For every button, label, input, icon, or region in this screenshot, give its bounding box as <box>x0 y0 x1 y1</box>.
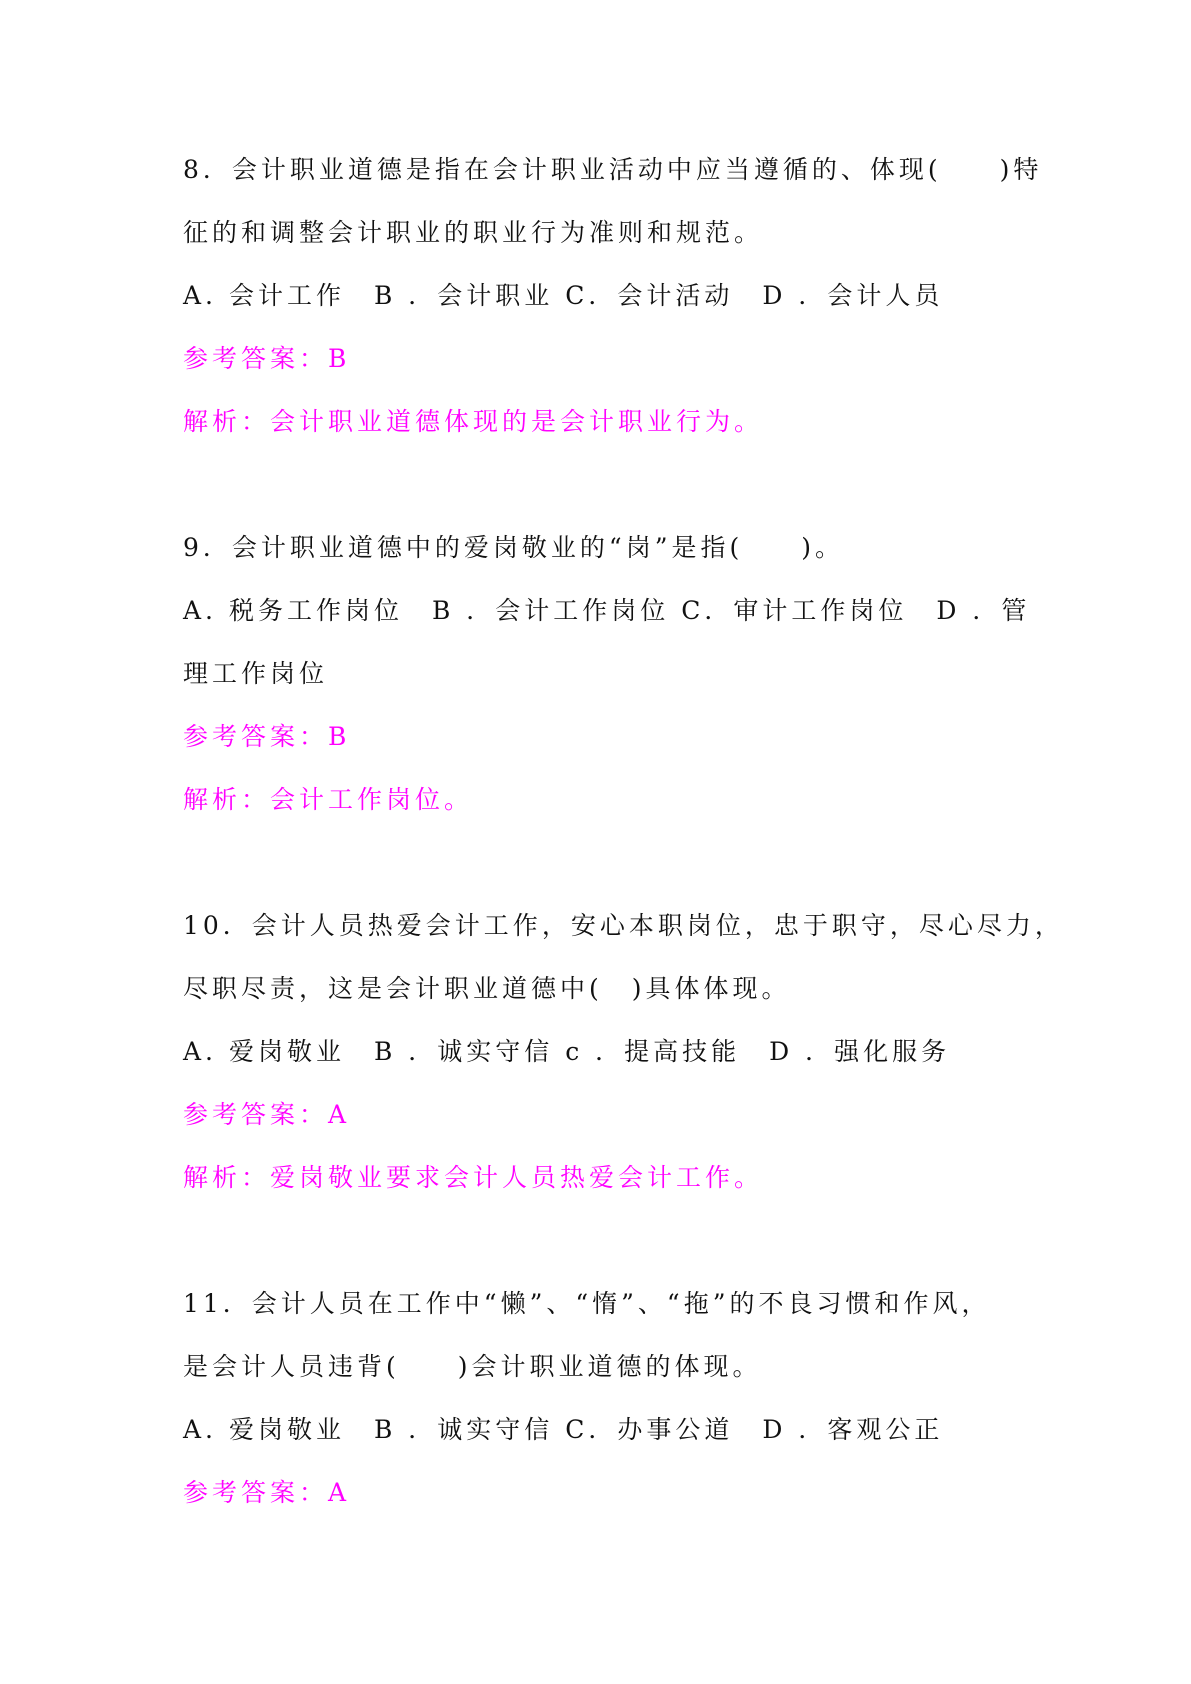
question-9-answer: 参考答案：B <box>183 722 351 751</box>
question-8-stem-line-2: 征的和调整会计职业的职业行为准则和规范。 <box>183 218 764 247</box>
question-10-options: A. 爱岗敬业 B ．诚实守信 c ．提高技能 D ．强化服务 <box>183 1037 951 1066</box>
question-11-stem-line-1: 11．会计人员在工作中“懒”、“惰”、“拖”的不良习惯和作风， <box>183 1289 991 1318</box>
question-9-options-line-2: 理工作岗位 <box>183 659 329 688</box>
question-11-options: A. 爱岗敬业 B ．诚实守信 C．办事公道 D ．客观公正 <box>183 1415 944 1444</box>
question-11-answer: 参考答案：A <box>183 1478 351 1507</box>
question-10-answer: 参考答案：A <box>183 1100 351 1129</box>
question-10-stem-line-2: 尽职尽责，这是会计职业道德中( )具体体现。 <box>183 974 791 1003</box>
question-10-analysis: 解析：爱岗敬业要求会计人员热爱会计工作。 <box>183 1163 764 1192</box>
question-9-options-line-1: A. 税务工作岗位 B ．会计工作岗位 C．审计工作岗位 D ．管 <box>183 596 1031 625</box>
question-9-stem-line-1: 9．会计职业道德中的爱岗敬业的“岗”是指( )。 <box>183 533 844 562</box>
question-9-analysis: 解析：会计工作岗位。 <box>183 785 474 814</box>
question-8-options: A. 会计工作 B ．会计职业 C．会计活动 D ．会计人员 <box>183 281 944 310</box>
question-11-stem-line-2: 是会计人员违背( )会计职业道德的体现。 <box>183 1352 762 1381</box>
question-8-answer: 参考答案：B <box>183 344 351 373</box>
question-8-stem-line-1: 8．会计职业道德是指在会计职业活动中应当遵循的、体现( )特 <box>183 155 1043 184</box>
question-10-stem-line-1: 10．会计人员热爱会计工作，安心本职岗位，忠于职守，尽心尽力， <box>183 911 1064 940</box>
question-8-analysis: 解析：会计职业道德体现的是会计职业行为。 <box>183 407 764 436</box>
